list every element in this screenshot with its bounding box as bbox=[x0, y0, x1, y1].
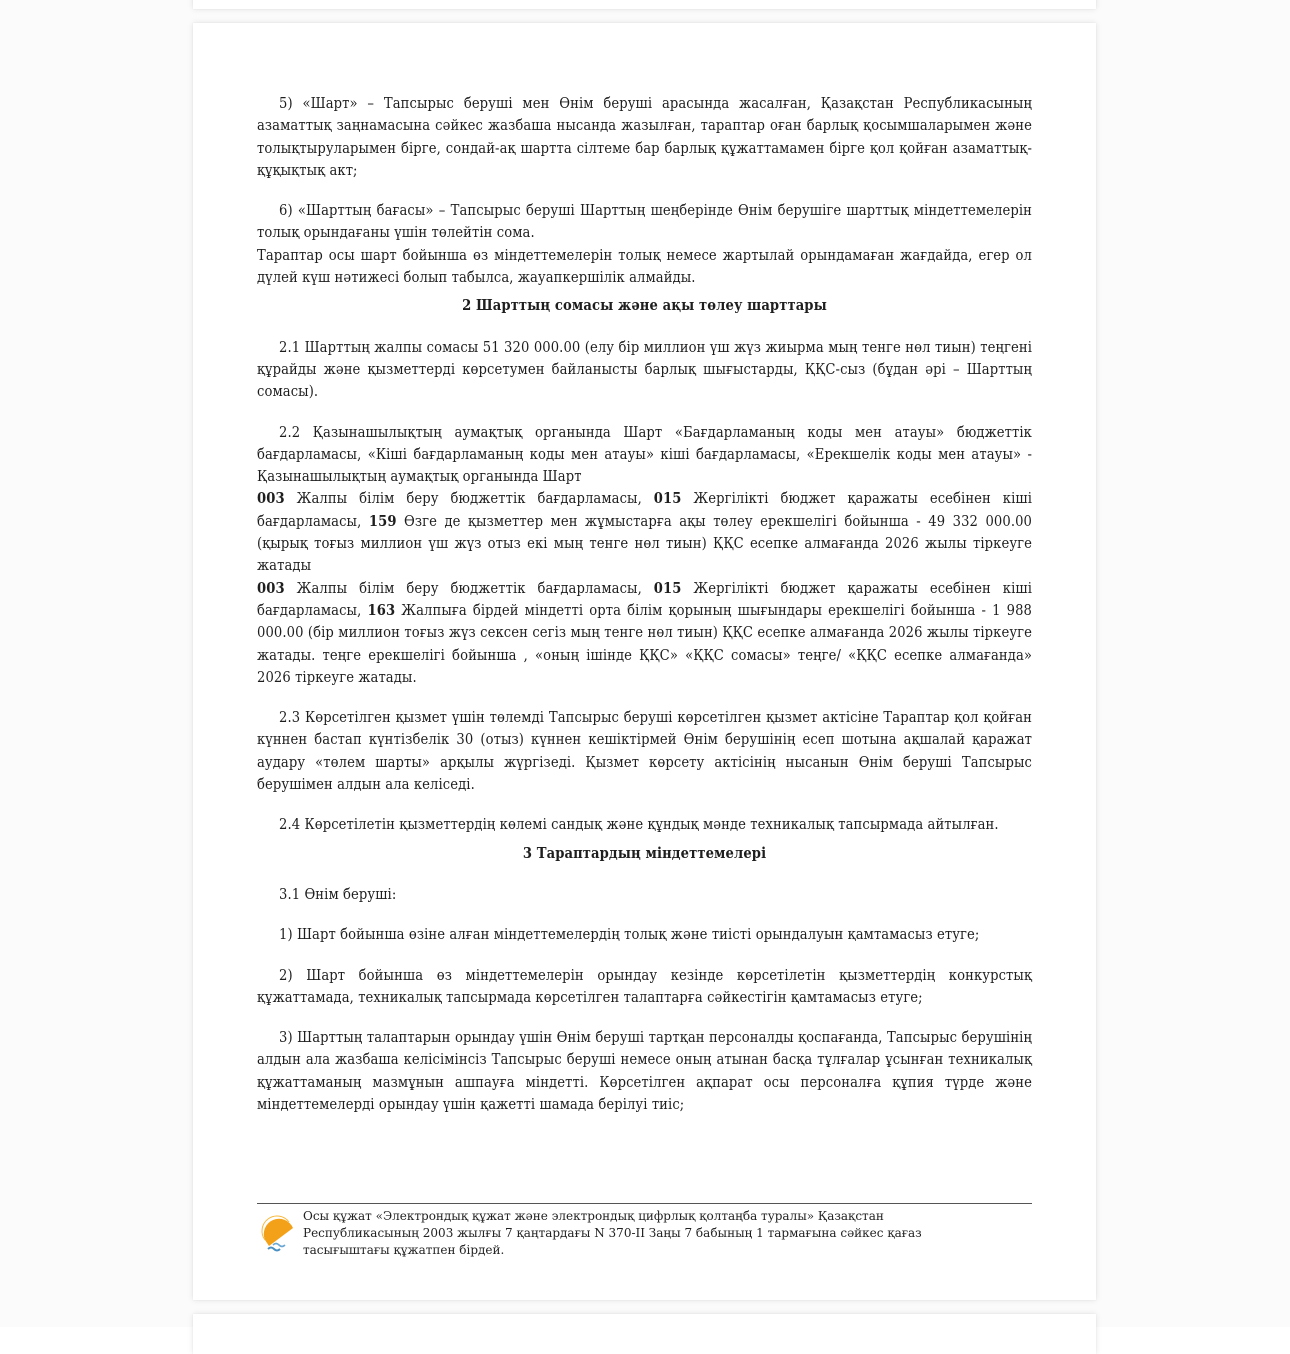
budget-text: Жалпы білім беру бюджеттік бағдарламасы, bbox=[284, 490, 654, 508]
budget-line-159 bbox=[257, 488, 1032, 577]
paragraph-3-1-3: 3) Шарттың талаптарын орындау үшін Өнім беруші тартқан персоналды қоспағанда, Тапсырыс берушінің алдын ала жазбаша келісімінсіз Тапсырыс беруші немесе оның атынан басқа тұлғалар ұсынған техникалық құжаттаманың мазмұнын ашпауға міндетті. Көрсетілген ақпарат осы персоналға құпия түрде және міндеттемелерді орындау үшін қажетті шамада берілуі тиіс; bbox=[257, 1029, 1032, 1113]
budget-line-163 bbox=[257, 578, 1032, 689]
budget-code: 015 bbox=[653, 490, 682, 508]
budget-code: 003 bbox=[257, 490, 285, 508]
budget-text: Жергілікті бюджет қаражаты есебінен кіші бағдарламасы, bbox=[257, 579, 1033, 619]
page-footer bbox=[257, 1203, 1032, 1259]
budget-text: Жалпыға бірдей міндетті орта білім қорының шығындары ерекшелігі бойынша - 1 988 000.00 (бір миллион тоғыз жүз сексен сегіз мың тенге нөл тиын) ҚҚС есепке алмағанда 2026 жылы тіркеуге жатады. теңге ерекшелігі бойынша , «оның ішінде ҚҚС» «ҚҚС сомасы» теңге/ «ҚҚС есепке алмағанда» 2026 тіркеуге жатады. bbox=[257, 601, 1032, 686]
budget-code: 003 bbox=[257, 579, 285, 597]
paragraph-2-4: 2.4 Көрсетілетін қызметтердің көлемі сандық және құндық мәнде техникалық тапсырмада айтылған. bbox=[279, 816, 999, 834]
budget-code: 159 bbox=[368, 512, 397, 530]
section-heading-3: 3 Тараптардың міндеттемелері bbox=[522, 844, 767, 862]
paragraph-force-majeure: Тараптар осы шарт бойынша өз міндеттемелерін толық немесе жартылай орындамаған жағдайда, егер ол дүлей күш нәтижесі болып табылса, жауапкершілік алмайды. bbox=[257, 246, 1032, 287]
egov-sun-logo-icon bbox=[259, 1214, 299, 1254]
paragraph-definition-contract-price: 6) «Шарттың бағасы» – Тапсырыс беруші Шарттың шеңберінде Өнім берушіге шарттық міндеттемелерін толық орындағаны үшін төлейтін сома. bbox=[257, 202, 1032, 242]
budget-code: 163 bbox=[367, 601, 396, 619]
paragraph-3-1-2: 2) Шарт бойынша өз міндеттемелерін орындау кезінде көрсетілетін қызметтердің конкурстық құжаттамада, техникалық тапсырмада көрсетілген талаптарға сәйкестігін қамтамасыз етуге; bbox=[257, 966, 1032, 1006]
previous-page bbox=[193, 0, 1096, 9]
section-heading-2: 2 Шарттың сомасы және ақы төлеу шарттары bbox=[462, 297, 827, 315]
paragraph-definition-contract: 5) «Шарт» – Тапсырыс беруші мен Өнім беруші арасында жасалған, Қазақстан Республикасының азаматтық заңнамасына сәйкес жазбаша нысанда жазылған, тараптар оған барлық қосымшаларымен және толықтыруларымен бірге, сондай-ақ шартта сілтеме бар барлық құжаттамамен бірге қол қойған азаматтық-құқықтық акт; bbox=[257, 95, 1032, 179]
next-page bbox=[193, 1314, 1096, 1354]
budget-text: Жалпы білім беру бюджеттік бағдарламасы, bbox=[284, 579, 654, 597]
footer-legal-notice: Осы құжат «Электрондық құжат және электрондық цифрлық қолтаңба туралы» Қазақстан Республикасының 2003 жылғы 7 қаңтардағы N 370-II Заңы 7 бабының 1 тармағына сәйкес қағаз тасығыштағы құжатпен бірдей. bbox=[303, 1209, 922, 1257]
budget-code: 015 bbox=[653, 579, 682, 597]
budget-text: Өзге де қызметтер мен жұмыстарға ақы төлеу ерекшелігі бойынша - 49 332 000.00 (қырық тоғыз миллион үш жүз отыз екі мың тенге нөл тиын) ҚҚС есепке алмағанда 2026 жылы тіркеуге жатады bbox=[257, 512, 1032, 575]
paragraph-2-2: 2.2 Қазынашылықтың аумақтық органында Шарт «Бағдарламаның коды мен атауы» бюджеттік бағдарламасы, «Кіші бағдарламаның коды мен атауы» кіші бағдарламасы, «Ерекшелік коды мен атауы» - Қазынашылықтың аумақтық органында Шарт bbox=[257, 423, 1032, 486]
paragraph-3-1-1: 1) Шарт бойынша өзіне алған міндеттемелердің толық және тиісті орындалуын қамтамасыз етуге; bbox=[279, 926, 980, 944]
page-content bbox=[257, 93, 1032, 1116]
budget-text: Жергілікті бюджет қаражаты есебінен кіші бағдарламасы, bbox=[257, 490, 1033, 530]
document-page bbox=[193, 23, 1096, 1300]
paragraph-3-1: 3.1 Өнім беруші: bbox=[279, 885, 397, 903]
paragraph-2-1: 2.1 Шарттың жалпы сомасы 51 320 000.00 (елу бір миллион үш жүз жиырма мың тенге нөл тиын) теңгені құрайды және қызметтерді көрсетумен байланысты барлық шығыстарды, ҚҚС-сыз (бұдан әрі – Шарттың сомасы). bbox=[257, 338, 1032, 401]
paragraph-2-3: 2.3 Көрсетілген қызмет үшін төлемді Тапсырыс беруші көрсетілген қызмет актісіне Тараптар қол қойған күннен бастап күнтізбелік 30 (отыз) күннен кешіктірмей Өнім берушінің есеп шотына ақшалай қаражат аудару «төлем шарты» арқылы жүргізеді. Қызмет көрсету актісінің нысанын Өнім беруші Тапсырыс берушімен алдын ала келіседі. bbox=[257, 709, 1032, 794]
